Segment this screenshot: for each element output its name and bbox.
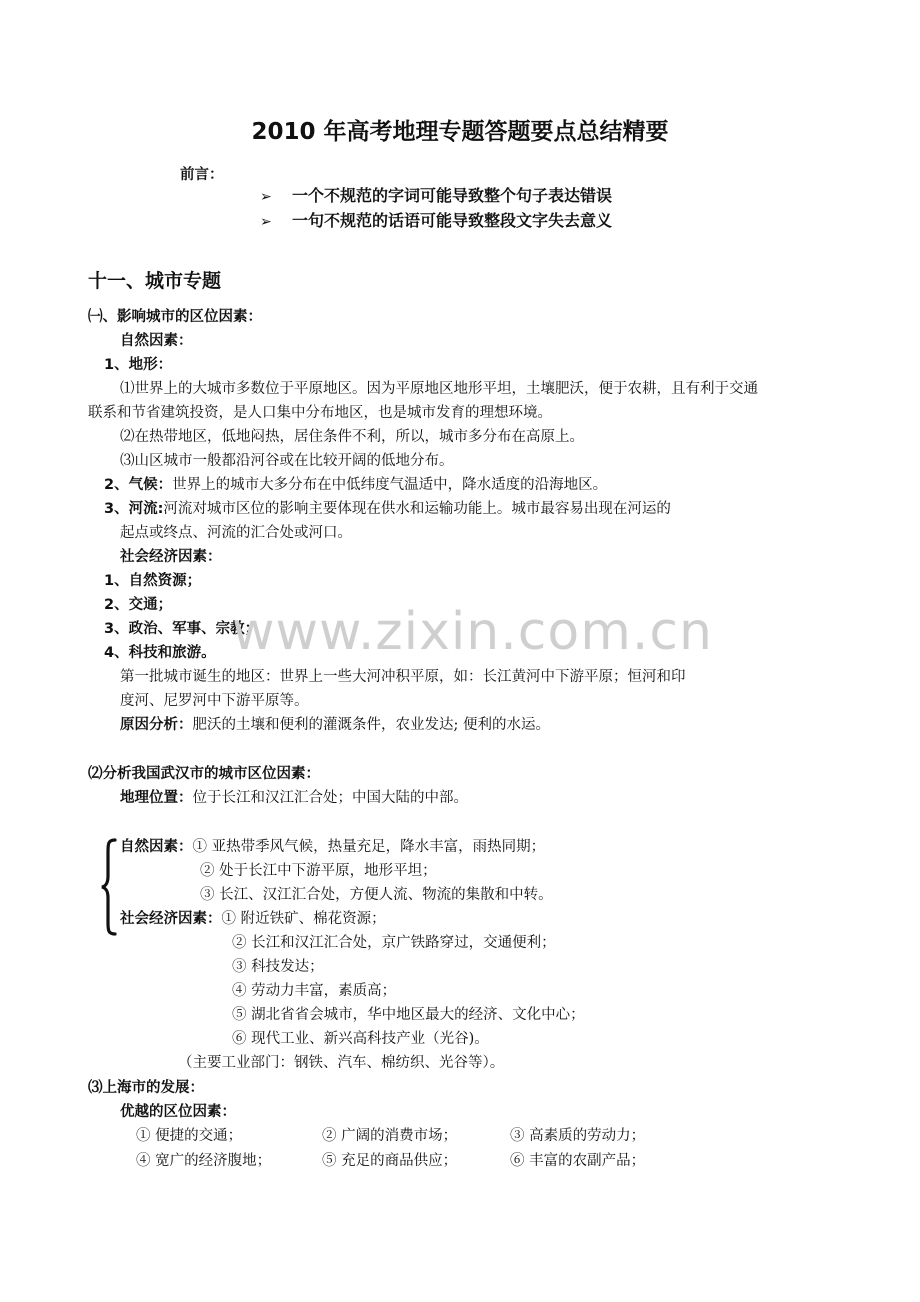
climate-text: 世界上的城市大多分布在中低纬度气温适中，降水适度的沿海地区。 bbox=[172, 477, 608, 493]
preface-bullet-1: ➢ 一个不规范的字词可能导致整个句子表达错误 bbox=[260, 186, 613, 205]
climate-line bbox=[104, 475, 607, 495]
social-item-2: 2、交通； bbox=[104, 597, 173, 613]
wuhan-social-item-6: ⑥ 现代工业、新兴高科技产业（光谷)。 bbox=[232, 1031, 489, 1047]
terrain-paragraph-2: ⑵在热带地区，低地闷热，居住条件不利，所以，城市多分布在高原上。 bbox=[120, 429, 584, 445]
wuhan-social-item-5: ⑤ 湖北省省会城市，华中地区最大的经济、文化中心； bbox=[232, 1007, 585, 1023]
advantage-item-6: ⑥ 丰富的农副产品； bbox=[510, 1153, 646, 1169]
section-heading: 十一、城市专题 bbox=[88, 270, 222, 292]
wuhan-natural-item-2: ② 处于长江中下游平原，地形平坦； bbox=[200, 863, 437, 879]
wuhan-natural-item-3: ③ 长江、汉江汇合处，方便人流、物流的集散和中转。 bbox=[200, 887, 553, 903]
part1-heading: ㈠、影响城市的区位因素： bbox=[88, 309, 262, 325]
advantages-label: 优越的区位因素： bbox=[120, 1104, 236, 1120]
social-item-3: 3、政治、军事、宗教； bbox=[104, 621, 260, 637]
part3-heading: ⑶上海市的发展： bbox=[88, 1080, 204, 1096]
location-text: 位于长江和汉江汇合处；中国大陆的中部。 bbox=[192, 790, 468, 806]
terrain-label: 1、地形： bbox=[104, 357, 173, 373]
advantage-item-1: ① 便捷的交通； bbox=[136, 1128, 243, 1144]
reason-line bbox=[120, 715, 550, 735]
river-line bbox=[104, 499, 671, 519]
watermark: www.zixin.com.cn bbox=[232, 602, 713, 662]
advantage-item-4: ④ 宽广的经济腹地； bbox=[136, 1153, 272, 1169]
advantage-item-5: ⑤ 充足的商品供应； bbox=[322, 1153, 458, 1169]
climate-label: 2、气候： bbox=[104, 477, 173, 493]
first-cities-text-cont: 度河、尼罗河中下游平原等。 bbox=[120, 693, 309, 709]
arrow-bullet-icon: ➢ bbox=[260, 214, 272, 230]
wuhan-natural-line-1 bbox=[120, 837, 545, 857]
wuhan-social-item-3: ③ 科技发达； bbox=[232, 959, 324, 975]
advantage-item-2: ② 广阔的消费市场； bbox=[322, 1128, 458, 1144]
curly-brace-icon bbox=[100, 838, 118, 936]
preface-label: 前言： bbox=[180, 167, 224, 183]
location-line bbox=[120, 788, 468, 808]
terrain-paragraph-1-cont: 联系和节省建筑投资，是人口集中分布地区，也是城市发育的理想环境。 bbox=[88, 405, 552, 421]
industry-note: （主要工业部门：钢铁、汽车、棉纺织、光谷等）。 bbox=[178, 1055, 505, 1071]
first-cities-text: 第一批城市诞生的地区：世界上一些大河冲积平原，如：长江黄河中下游平原；恒河和印 bbox=[120, 669, 686, 685]
part2-heading: ⑵分析我国武汉市的城市区位因素： bbox=[88, 766, 320, 782]
arrow-bullet-icon: ➢ bbox=[260, 189, 272, 205]
location-label: 地理位置： bbox=[120, 790, 193, 806]
terrain-paragraph-1: ⑴世界上的大城市多数位于平原地区。因为平原地区地形平坦，土壤肥沃，便于农耕，且有利于交通 bbox=[120, 381, 758, 397]
river-label: 3、河流: bbox=[104, 501, 164, 517]
wuhan-natural-item-1: ① 亚热带季风气候，热量充足，降水丰富，雨热同期； bbox=[192, 839, 546, 855]
terrain-paragraph-3: ⑶山区城市一般都沿河谷或在比较开阔的低地分布。 bbox=[120, 453, 454, 469]
advantage-item-3: ③ 高素质的劳动力； bbox=[510, 1128, 646, 1144]
preface-bullet-2: ➢ 一句不规范的话语可能导致整段文字失去意义 bbox=[260, 211, 613, 230]
river-text-cont: 起点或终点、河流的汇合处或河口。 bbox=[120, 525, 352, 541]
reason-label: 原因分析： bbox=[120, 717, 193, 733]
social-item-4: 4、科技和旅游。 bbox=[104, 645, 216, 661]
wuhan-social-label: 社会经济因素： bbox=[120, 911, 222, 927]
social-factors-label: 社会经济因素： bbox=[120, 549, 222, 565]
page-title: 2010 年高考地理专题答题要点总结精要 bbox=[251, 119, 669, 145]
river-text: 河流对城市区位的影响主要体现在供水和运输功能上。城市最容易出现在河运的 bbox=[163, 501, 671, 517]
wuhan-social-item-1: ① 附近铁矿、棉花资源； bbox=[221, 911, 386, 927]
wuhan-social-line-1 bbox=[120, 909, 386, 929]
wuhan-social-item-4: ④ 劳动力丰富，素质高； bbox=[232, 983, 397, 999]
reason-text: 肥沃的土壤和便利的灌溉条件，农业发达; 便利的水运。 bbox=[192, 717, 550, 733]
natural-factors-label: 自然因素： bbox=[120, 333, 193, 349]
social-item-1: 1、自然资源； bbox=[104, 573, 202, 589]
wuhan-social-item-2: ② 长江和汉江汇合处，京广铁路穿过，交通便利； bbox=[232, 935, 556, 951]
wuhan-natural-label: 自然因素： bbox=[120, 839, 193, 855]
